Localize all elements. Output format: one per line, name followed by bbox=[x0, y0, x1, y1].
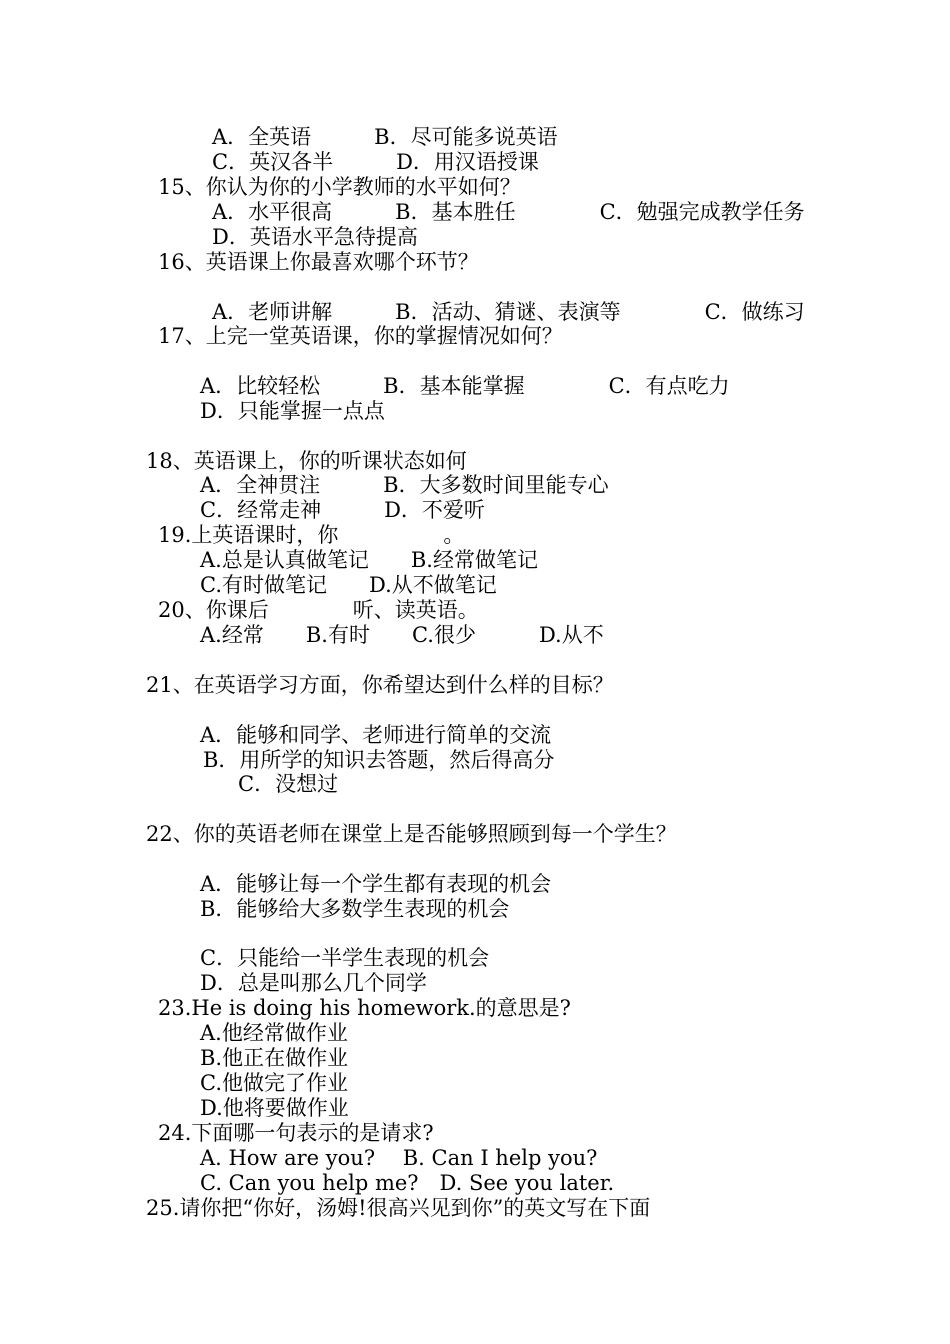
q17-question: 17、上完一堂英语课，你的掌握情况如何？ bbox=[158, 324, 563, 348]
q22-option-b: B．能够给大多数学生表现的机会 bbox=[200, 897, 510, 921]
q14-options-cd: C．英汉各半 D．用汉语授课 bbox=[212, 150, 539, 174]
q19-options-cd: C.有时做笔记 D.从不做笔记 bbox=[200, 573, 497, 597]
q14-options-ab: A．全英语 B．尽可能多说英语 bbox=[212, 125, 558, 149]
q15-question: 15、你认为你的小学教师的水平如何？ bbox=[158, 175, 521, 199]
q19-options-ab: A.总是认真做笔记 B.经常做笔记 bbox=[200, 548, 538, 572]
q22-option-d: D．总是叫那么几个同学 bbox=[200, 971, 427, 995]
q18-question: 18、英语课上，你的听课状态如何 bbox=[146, 449, 467, 473]
q22-question: 22、你的英语老师在课堂上是否能够照顾到每一个学生？ bbox=[146, 822, 677, 846]
q20-question: 20、你课后 听、读英语。 bbox=[158, 598, 479, 622]
q18-options-ab: A．全神贯注 B．大多数时间里能专心 bbox=[200, 473, 609, 497]
q21-question: 21、在英语学习方面，你希望达到什么样的目标？ bbox=[146, 673, 614, 697]
q15-option-d: D．英语水平急待提高 bbox=[212, 225, 418, 249]
q24-question: 24.下面哪一句表示的是请求? bbox=[158, 1121, 434, 1145]
q23-option-b: B.他正在做作业 bbox=[200, 1046, 349, 1070]
q23-option-c: C.他做完了作业 bbox=[200, 1071, 348, 1095]
q17-options-abc: A．比较轻松 B．基本能掌握 C．有点吃力 bbox=[200, 374, 730, 398]
q15-options-abc: A．水平很高 B．基本胜任 C．勉强完成教学任务 bbox=[212, 200, 805, 224]
q16-options: A．老师讲解 B．活动、猜谜、表演等 C．做练习 bbox=[212, 300, 805, 324]
q21-option-a: A．能够和同学、老师进行简单的交流 bbox=[200, 723, 552, 747]
q22-option-a: A．能够让每一个学生都有表现的机会 bbox=[200, 872, 552, 896]
q21-option-c: C．没想过 bbox=[238, 772, 339, 796]
q21-option-b: B．用所学的知识去答题，然后得高分 bbox=[203, 748, 555, 772]
q22-option-c: C．只能给一半学生表现的机会 bbox=[200, 946, 490, 970]
q23-option-d: D.他将要做作业 bbox=[200, 1096, 349, 1120]
q24-options-ab: A. How are you? B. Can I help you? bbox=[200, 1146, 598, 1170]
q24-options-cd: C. Can you help me? D. See you later. bbox=[200, 1171, 615, 1195]
q16-question: 16、英语课上你最喜欢哪个环节？ bbox=[158, 250, 479, 274]
q23-question: 23.He is doing his homework.的意思是? bbox=[158, 996, 571, 1020]
q23-option-a: A.他经常做作业 bbox=[200, 1021, 348, 1045]
q20-options: A.经常 B.有时 C.很少 D.从不 bbox=[200, 623, 604, 647]
q19-question: 19.上英语课时，你 。 bbox=[158, 523, 465, 547]
q17-option-d: D．只能掌握一点点 bbox=[200, 399, 385, 423]
q25-question: 25.请你把“你好，汤姆!很高兴见到你”的英文写在下面 bbox=[146, 1196, 651, 1220]
q18-options-cd: C．经常走神 D．不爱听 bbox=[200, 498, 485, 522]
